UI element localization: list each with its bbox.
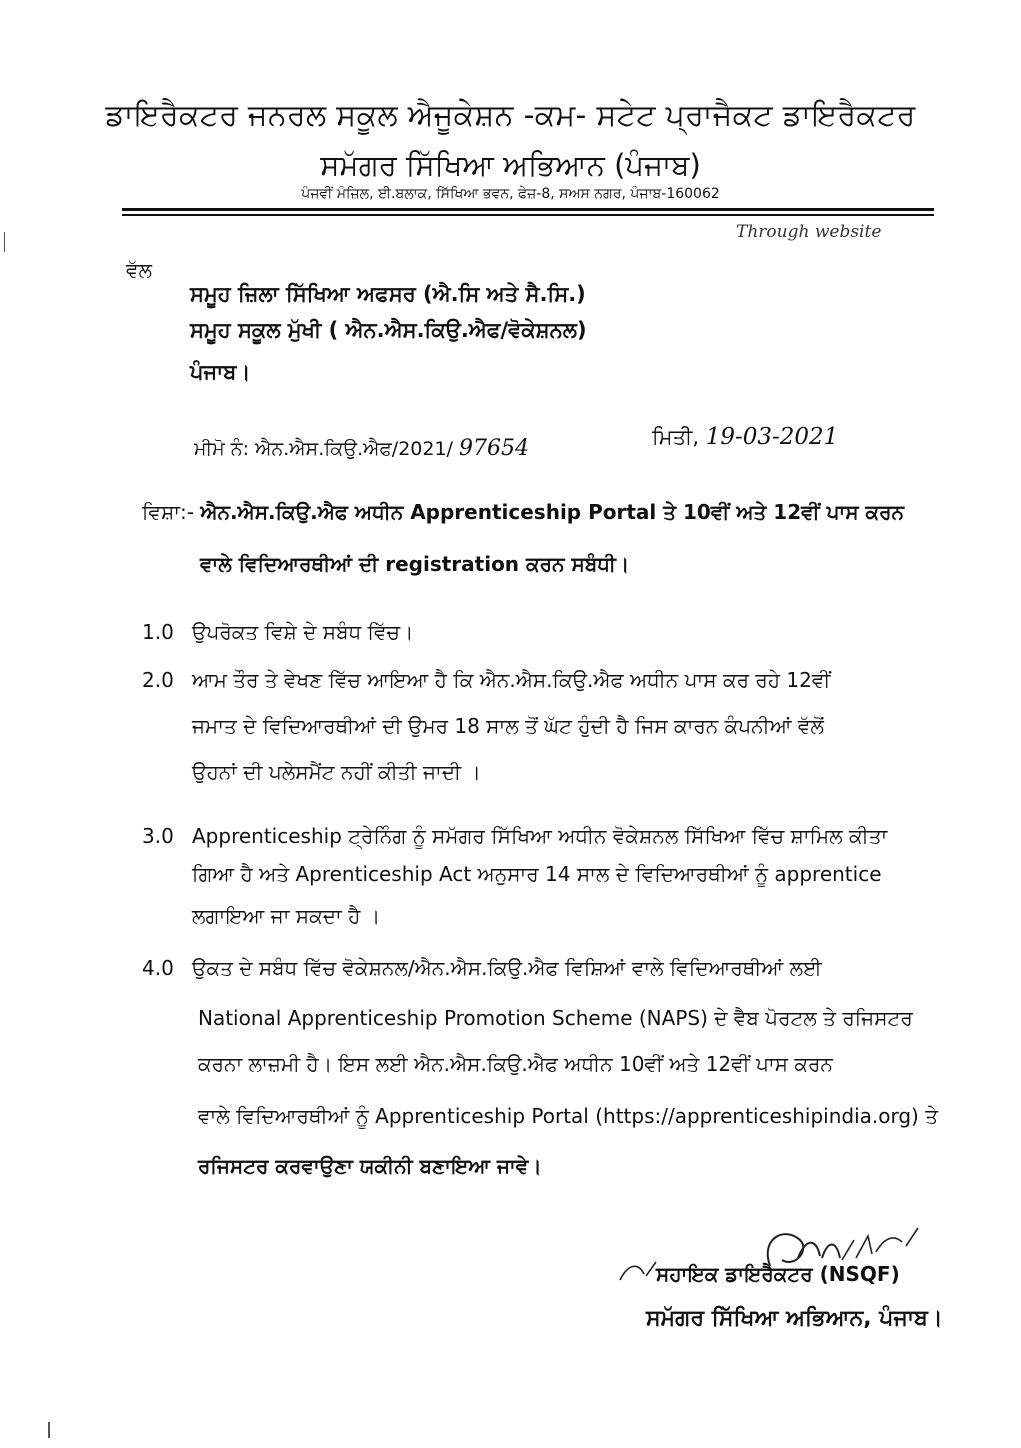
paragraph-text: ਆਮ ਤੌਰ ਤੇ ਵੇਖਣ ਵਿੱਚ ਆਇਆ ਹੈ ਕਿ ਐਨ.ਐਸ.ਕਿਉ.ਐਫ ਅਧੀਨ ਪਾਸ ਕਰ ਰਹੇ 12ਵੀਂ	[192, 668, 831, 692]
subject-text: ਐਨ.ਐਸ.ਕਿਉ.ਐਫ ਅਧੀਨ Apprenticeship Portal ਤੇ 10ਵੀਂ ਅਤੇ 12ਵੀਂ ਪਾਸ ਕਰਨ	[200, 500, 905, 524]
handwritten-date: 19-03-2021	[705, 424, 839, 450]
paragraph-4-line-3: ਕਰਨਾ ਲਾਜ਼ਮੀ ਹੈ। ਇਸ ਲਈ ਐਨ.ਐਸ.ਕਿਉ.ਐਫ ਅਧੀਨ 10ਵੀਂ ਅਤੇ 12ਵੀਂ ਪਾਸ ਕਰਨ	[198, 1052, 833, 1076]
header-scheme-title: ਸਮੱਗਰ ਸਿੱਖਿਆ ਅਭਿਆਨ (ਪੰਜਾਬ)	[320, 148, 701, 182]
date-label: ਮਿਤੀ,	[652, 425, 706, 449]
paragraph-text: ਉਪਰੋਕਤ ਵਿਸ਼ੇ ਦੇ ਸਬੰਧ ਵਿੱਚ।	[192, 620, 414, 644]
subject-label: ਵਿਸ਼ਾ:-	[142, 500, 201, 524]
scan-mark	[48, 1422, 50, 1438]
paragraph-3-line-2: ਗਿਆ ਹੈ ਅਤੇ Aprenticeship Act ਅਨੁਸਾਰ 14 ਸਾਲ ਦੇ ਵਿਦਿਆਰਥੀਆਂ ਨੂੰ apprentice	[192, 862, 882, 886]
addressee-line: ਸਮੂਹ ਸਕੂਲ ਮੁੱਖੀ ( ਐਨ.ਐਸ.ਕਿਉ.ਐਫ/ਵੋਕੇਸ਼ਨਲ)	[190, 318, 587, 342]
to-label: ਵੱਲ	[126, 258, 153, 282]
paragraph-1	[142, 620, 413, 644]
addressee-line: ਸਮੂਹ ਜ਼ਿਲਾ ਸਿੱਖਿਆ ਅਫਸਰ (ਐ.ਸਿ ਅਤੇ ਸੈ.ਸਿ.)	[190, 282, 586, 306]
paragraph-number: 3.0	[142, 824, 174, 848]
paragraph-number: 2.0	[142, 668, 174, 692]
memo-handwritten-number: 97654	[459, 436, 529, 461]
paragraph-2-line-3: ਉਹਨਾਂ ਦੀ ਪਲੇਸਮੈਂਟ ਨਹੀਂ ਕੀਤੀ ਜਾਦੀ ।	[192, 760, 481, 784]
addressee-line: ਪੰਜਾਬ।	[190, 360, 251, 384]
subject-line	[142, 500, 904, 524]
scan-mark	[4, 232, 5, 252]
memo-prefix: ਮੀਮੋ ਨੰ: ਐਨ.ਐਸ.ਕਿਉ.ਐਫ/2021/	[194, 438, 459, 460]
header-rule-thick	[122, 208, 934, 211]
paragraph-4-line-4: ਵਾਲੇ ਵਿਦਿਆਰਥੀਆਂ ਨੂੰ Apprenticeship Portal (https://apprenticeshipindia.org) ਤੇ	[198, 1104, 939, 1128]
signatory-title: ਸਹਾਇਕ ਡਾਇਰੈਕਟਰ (NSQF)	[656, 1262, 900, 1286]
paragraph-2-line-2: ਜਮਾਤ ਦੇ ਵਿਦਿਆਰਥੀਆਂ ਦੀ ਉਮਰ 18 ਸਾਲ ਤੋਂ ਘੱਟ ਹੁੰਦੀ ਹੈ ਜਿਸ ਕਾਰਨ ਕੰਪਨੀਆਂ ਵੱਲੋਂ	[192, 714, 824, 738]
header-address: ਪੰਜਵੀਂ ਮੰਜ਼ਿਲ, ਈ.ਬਲਾਕ, ਸਿੱਖਿਆ ਭਵਨ, ਫੇਜ਼-8, ਸਅਸ ਨਗਰ, ਪੰਜਾਬ-160062	[301, 186, 720, 202]
paragraph-4	[142, 956, 822, 980]
paragraph-3	[142, 824, 887, 848]
header-rule-thin	[122, 214, 934, 216]
paragraph-number: 1.0	[142, 620, 174, 644]
paragraph-4-line-5: ਰਜਿਸਟਰ ਕਰਵਾਉਣਾ ਯਕੀਨੀ ਬਣਾਇਆ ਜਾਵੇ।	[198, 1154, 542, 1178]
header-office-title: ਡਾਇਰੈਕਟਰ ਜਨਰਲ ਸਕੂਲ ਐਜੂਕੇਸ਼ਨ -ਕਮ- ਸਟੇਟ ਪ੍ਰਾਜੈਕਟ ਡਾਇਰੈਕਟਰ	[105, 98, 916, 133]
paragraph-text: ਉਕਤ ਦੇ ਸਬੰਧ ਵਿੱਚ ਵੋਕੇਸ਼ਨਲ/ਐਨ.ਐਸ.ਕਿਉ.ਐਫ ਵਿਸ਼ਿਆਂ ਵਾਲੇ ਵਿਦਿਆਰਥੀਆਂ ਲਈ	[192, 956, 822, 980]
memo-number	[194, 436, 529, 461]
signatory-organization: ਸਮੱਗਰ ਸਿੱਖਿਆ ਅਭਿਆਨ, ਪੰਜਾਬ।	[646, 1306, 943, 1331]
paragraph-text: Apprenticeship ਟ੍ਰੇਨਿੰਗ ਨੂੰ ਸਮੱਗਰ ਸਿੱਖਿਆ ਅਧੀਨ ਵੋਕੇਸ਼ਨਲ ਸਿੱਖਿਆ ਵਿੱਚ ਸ਼ਾਮਿਲ ਕੀਤਾ	[192, 824, 888, 848]
through-website-note: Through website	[736, 222, 882, 242]
subject-line-2: ਵਾਲੇ ਵਿਦਿਆਰਥੀਆਂ ਦੀ registration ਕਰਨ ਸਬੰਧੀ।	[200, 552, 630, 576]
paragraph-2	[142, 668, 830, 692]
paragraph-number: 4.0	[142, 956, 174, 980]
paragraph-4-line-2: National Apprenticeship Promotion Scheme (NAPS) ਦੇ ਵੈਬ ਪੋਰਟਲ ਤੇ ਰਜਿਸਟਰ	[198, 1006, 913, 1030]
memo-date	[652, 424, 838, 450]
paragraph-3-line-3: ਲਗਾਇਆ ਜਾ ਸਕਦਾ ਹੈ ।	[192, 904, 381, 928]
